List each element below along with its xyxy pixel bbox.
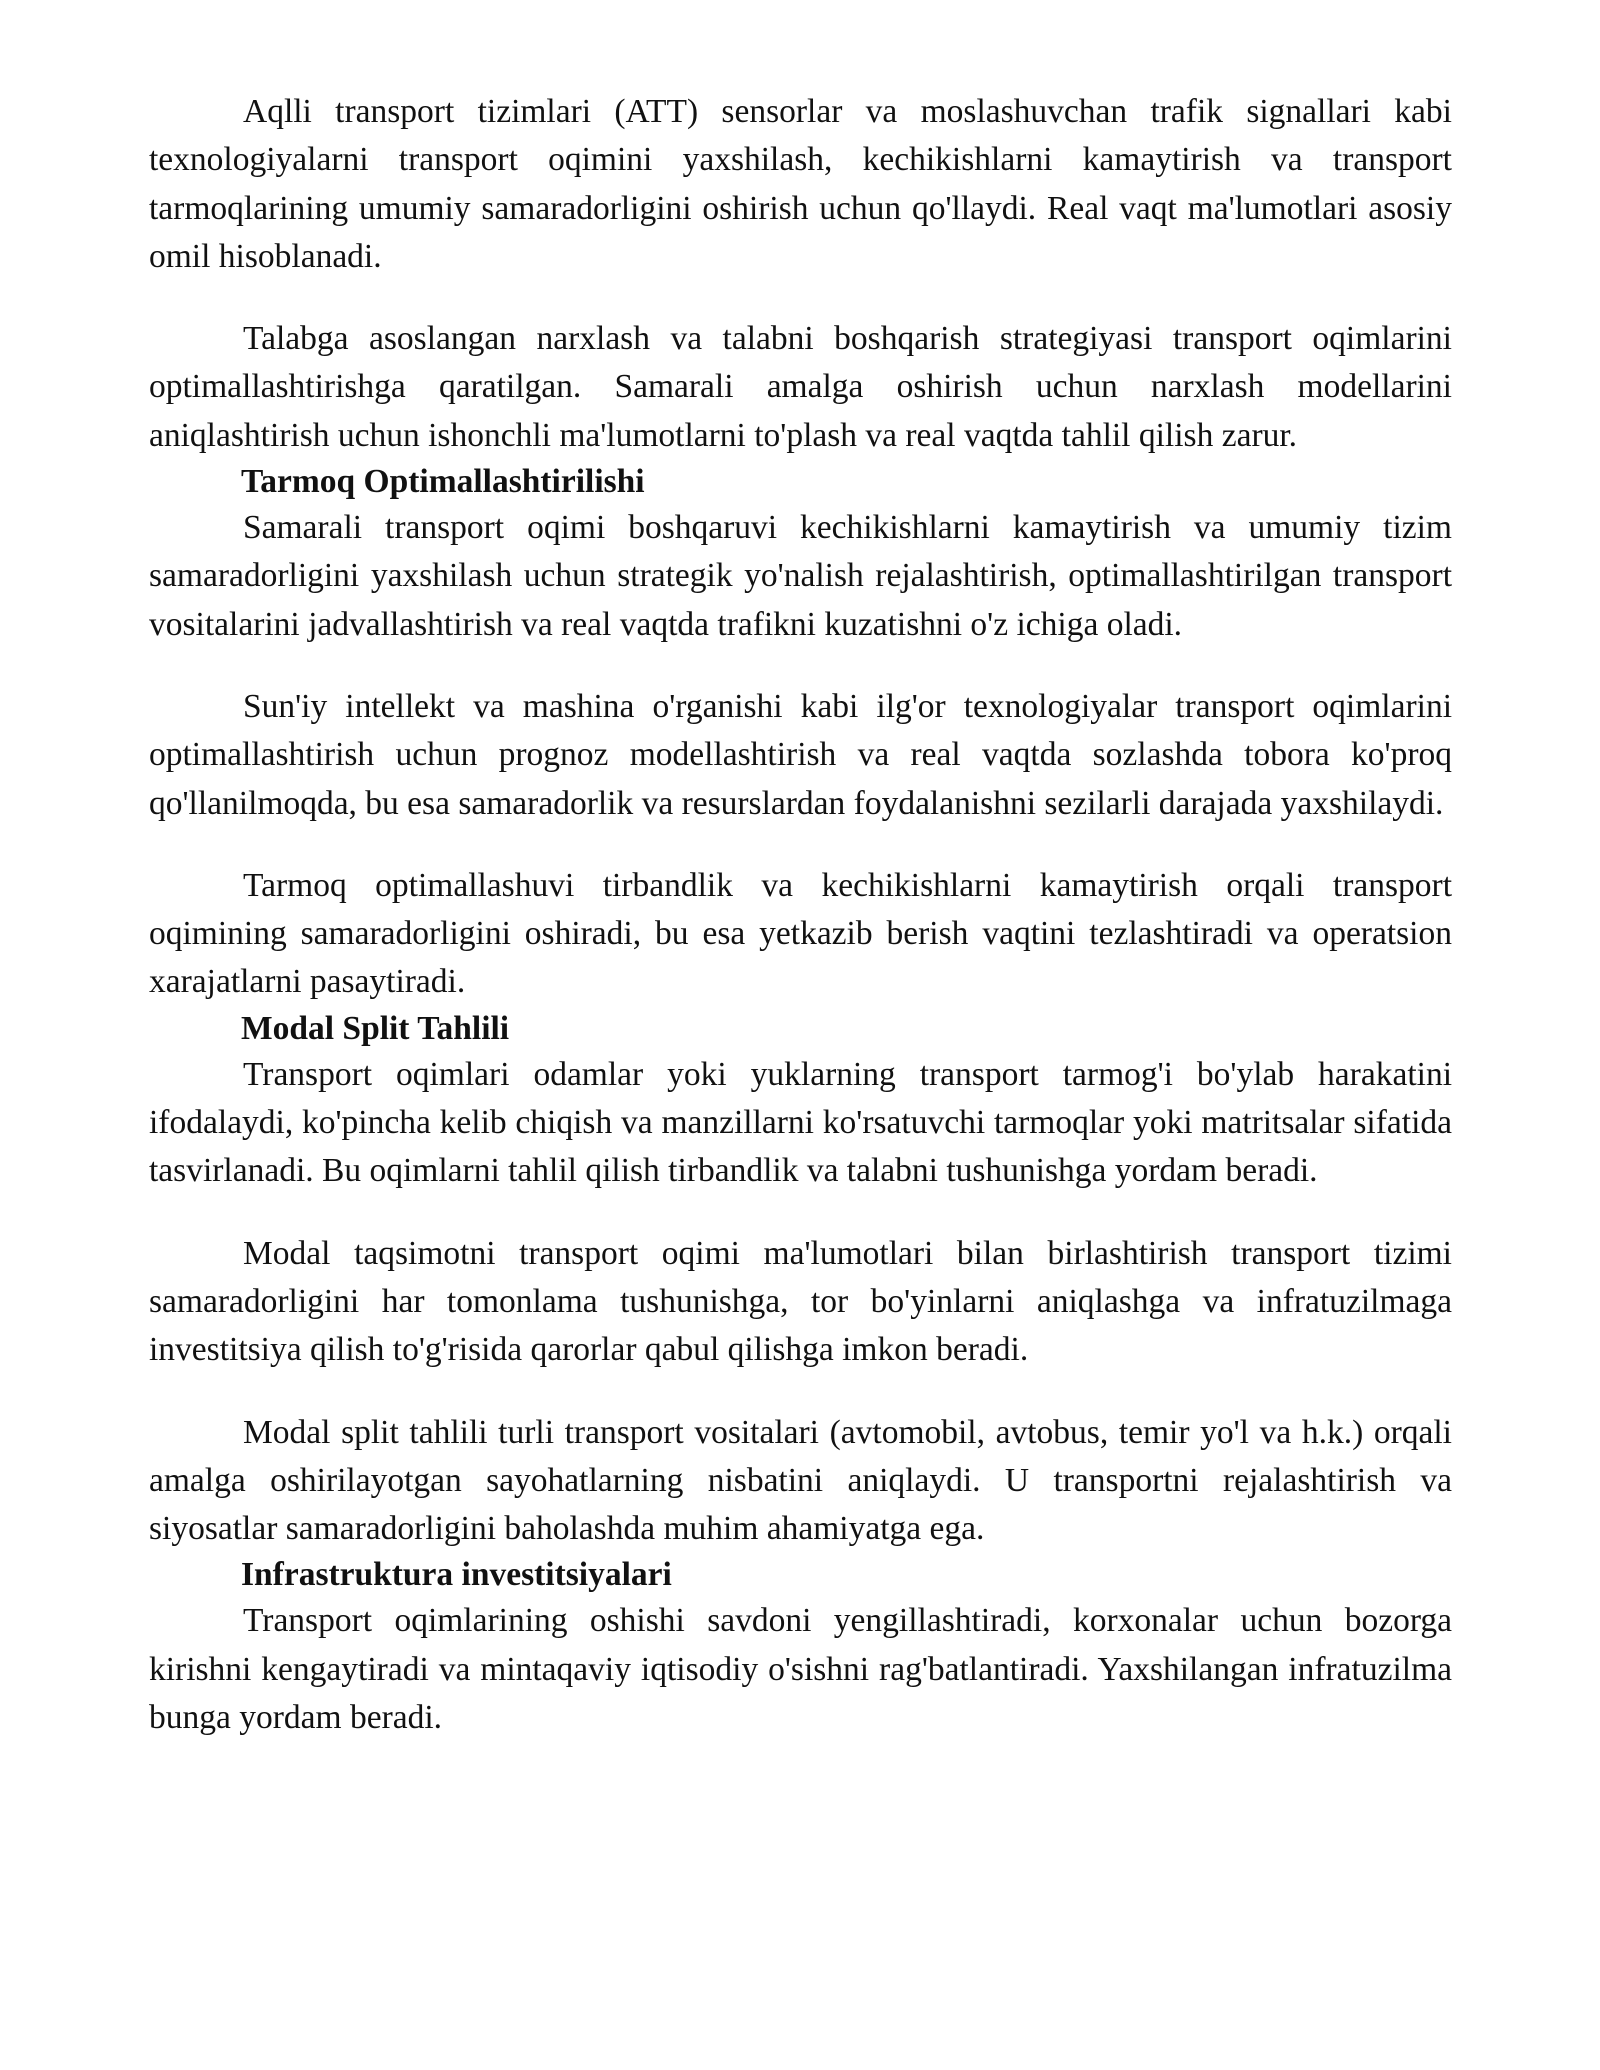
paragraph-modal-split-3: Modal split tahlili turli transport vositalari (avtomobil, avtobus, temir yo'l va h.k.) orqali amalga oshirilayotgan sayohatlarning nisbatini aniqlaydi. U transportni rejalashtirish va siyosatlar samaradorligini baholashda muhim ahamiyatga ega. bbox=[149, 1413, 1452, 1548]
heading-modal-split: Modal Split Tahlili bbox=[241, 1009, 510, 1047]
paragraph-modal-split-1: Transport oqimlari odamlar yoki yuklarning transport tarmog'i bo'ylab harakatini ifodalaydi, ko'pincha kelib chiqish va manzillarni ko'rsatuvchi tarmoqlar yoki matritsalar sifatida tasvirlanadi. Bu oqimlarni tahlil qilish tirbandlik va talabni tushunishga yordam beradi. bbox=[149, 1055, 1452, 1190]
paragraph-infrastructure-investment-1: Transport oqimlarining oshishi savdoni yengillashtiradi, korxonalar uchun bozorga kirishni kengaytiradi va mintaqaviy iqtisodiy o'sishni rag'batlantiradi. Yaxshilangan infratuzilma bunga yordam beradi. bbox=[149, 1602, 1452, 1737]
heading-infrastructure-investment: Infrastruktura investitsiyalari bbox=[241, 1556, 672, 1594]
document-page bbox=[149, 88, 1452, 1742]
paragraph-modal-split-2: Modal taqsimotni transport oqimi ma'lumotlari bilan birlashtirish transport tizimi samaradorligini har tomonlama tushunishga, tor bo'yinlarni aniqlashga va infratuzilmaga investitsiya qilish to'g'risida qarorlar qabul qilishga imkon beradi. bbox=[149, 1234, 1452, 1369]
heading-network-optimization: Tarmoq Optimallashtirilishi bbox=[241, 463, 645, 501]
paragraph-network-optimization-3: Tarmoq optimallashuvi tirbandlik va kechikishlarni kamaytirish orqali transport oqimining samaradorligini oshiradi, bu esa yetkazib berish vaqtini tezlashtiradi va operatsion xarajatlarni pasaytiradi. bbox=[149, 866, 1452, 1001]
paragraph-network-optimization-1: Samarali transport oqimi boshqaruvi kechikishlarni kamaytirish va umumiy tizim samaradorligini yaxshilash uchun strategik yo'nalish rejalashtirish, optimallashtirilgan transport vositalarini jadvallashtirish va real vaqtda trafikni kuzatishni o'z ichiga oladi. bbox=[149, 509, 1452, 643]
paragraph-intelligent-transport: Aqlli transport tizimlari (ATT) sensorlar va moslashuvchan trafik signallari kabi texnologiyalarni transport oqimini yaxshilash, kechikishlarni kamaytirish va transport tarmoqlarining umumiy samaradorligini oshirish uchun qo'llaydi. Real vaqt ma'lumotlari asosiy omil hisoblanadi. bbox=[149, 93, 1452, 275]
paragraph-demand-pricing: Talabga asoslangan narxlash va talabni boshqarish strategiyasi transport oqimlarini optimallashtirishga qaratilgan. Samarali amalga oshirish uchun narxlash modellarini aniqlashtirish uchun ishonchli ma'lumotlarni to'plash va real vaqtda tahlil qilish zarur. bbox=[149, 320, 1452, 454]
paragraph-network-optimization-2: Sun'iy intellekt va mashina o'rganishi kabi ilg'or texnologiyalar transport oqimlarini optimallashtirish uchun prognoz modellashtirish va real vaqtda sozlashda tobora ko'proq qo'llanilmoqda, bu esa samaradorlik va resurslardan foydalanishni sezilarli darajada yaxshilaydi. bbox=[149, 687, 1452, 822]
